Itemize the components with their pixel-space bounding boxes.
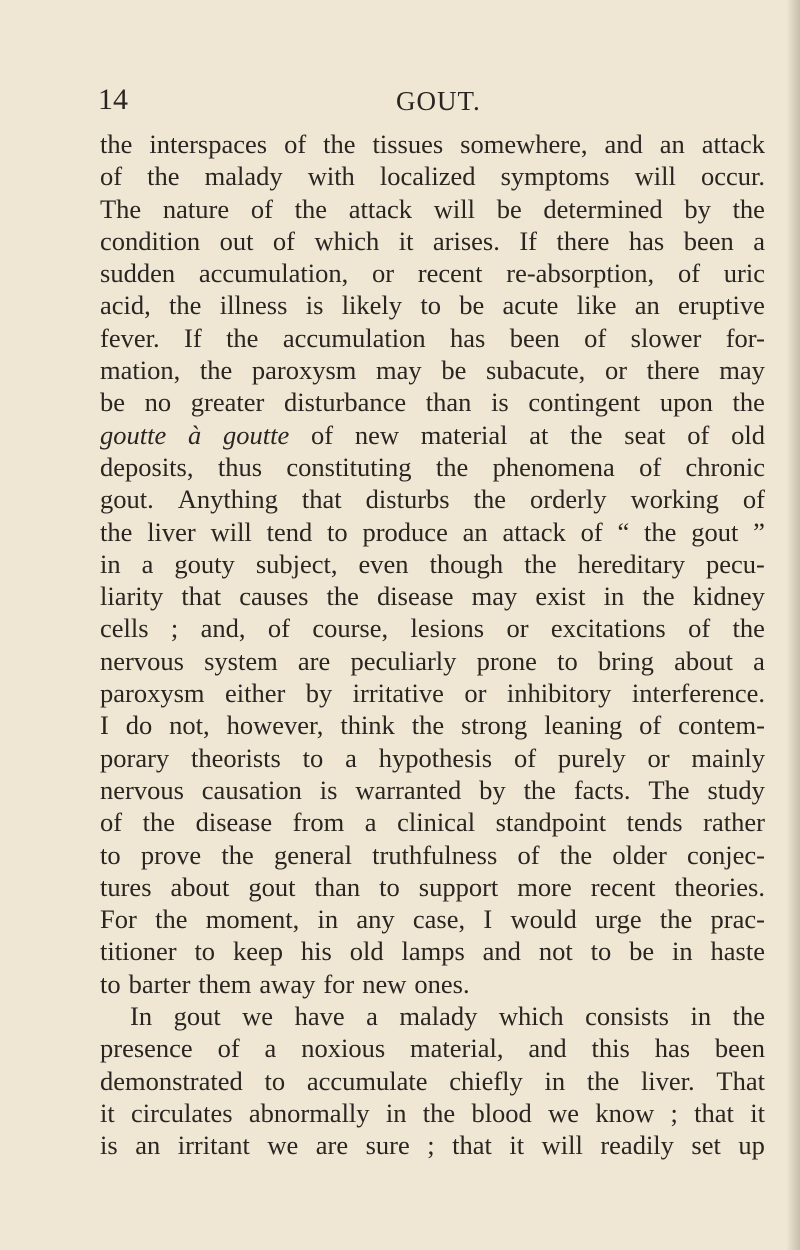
page-header [0,82,800,122]
text-line: nervous causation is warranted by the facts. The study [100,774,765,805]
text-line: gout. Anything that disturbs the orderly working of [100,484,765,515]
text-line: cells ; and, of course, lesions or excitations of the [100,613,765,644]
text-line: goutte à goutte of new material at the seat of old [100,419,765,450]
text-line: to prove the general truthfulness of the older conjec- [100,839,765,870]
text-line: mation, the paroxysm may be subacute, or there may [100,355,765,386]
body-text [100,128,765,1162]
text-line: In gout we have a malady which consists in the [130,1001,765,1032]
text-line: of the malady with localized symptoms will occur. [100,161,765,192]
text-line: in a gouty subject, even though the hereditary pecu- [100,548,765,579]
page-edge-shadow [786,0,800,1250]
text-line: to barter them away for new ones. [100,968,470,999]
text-line: demonstrated to accumulate chiefly in the liver. That [100,1065,765,1096]
text-line: it circulates abnormally in the blood we know ; that it [100,1097,765,1128]
text-line: paroxysm either by irritative or inhibitory interference. [100,678,765,709]
text-line: deposits, thus constituting the phenomena of chronic [100,451,765,482]
running-title: GOUT. [396,86,481,116]
text-line: sudden accumulation, or recent re-absorption, of uric [100,258,765,289]
text-line: liarity that causes the disease may exist in the kidney [100,581,765,612]
text-line: the interspaces of the tissues somewhere, and an attack [100,129,765,159]
text-line: For the moment, in any case, I would urge the prac- [100,904,765,935]
text-line: be no greater disturbance than is contingent upon the [100,387,765,418]
text-line: condition out of which it arises. If there has been a [100,225,765,256]
text-line: I do not, however, think the strong leaning of contem- [100,710,765,741]
text-line: acid, the illness is likely to be acute like an eruptive [100,290,765,321]
page-number: 14 [98,83,128,116]
text-line: nervous system are peculiarly prone to bring about a [100,645,765,676]
text-line: The nature of the attack will be determined by the [100,193,765,224]
text-line: fever. If the accumulation has been of slower for- [100,322,765,353]
text-line: of the disease from a clinical standpoint tends rather [100,807,765,838]
text-line: tures about gout than to support more recent theories. [100,871,765,902]
text-line: titioner to keep his old lamps and not to be in haste [100,936,765,967]
text-line: is an irritant we are sure ; that it will readily set up [100,1130,765,1161]
text-line: presence of a noxious material, and this has been [100,1033,765,1064]
text-line: the liver will tend to produce an attack of “ the gout ” [100,516,765,547]
text-line: porary theorists to a hypothesis of purely or mainly [100,742,765,773]
